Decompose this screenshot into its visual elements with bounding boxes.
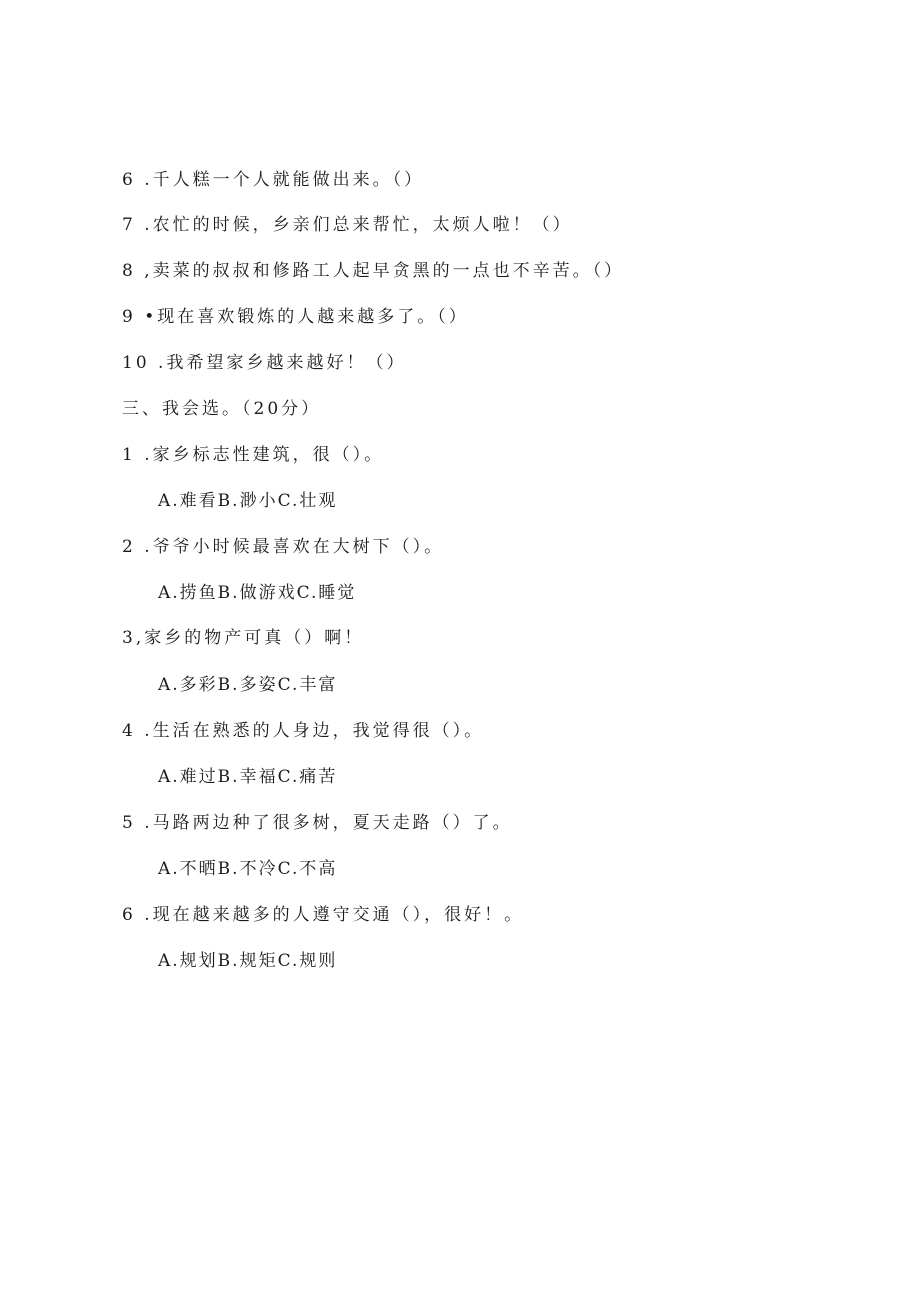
choice-question-2: 2 .爷爷小时候最喜欢在大树下（）。 [122,537,445,557]
choice-options-2: A.捞鱼B.做游戏C.睡觉 [158,583,357,603]
judgment-item-9: 9 •现在喜欢锻炼的人越来越多了。（） [122,307,469,327]
choice-question-1: 1 .家乡标志性建筑，很（）。 [122,445,385,465]
judgment-item-6: 6 .千人糕一个人就能做出来。（） [122,170,425,190]
choice-options-4: A.难过B.幸福C.痛苦 [158,767,338,787]
section-heading: 三、我会选。（20分） [122,399,322,419]
judgment-item-10: 10 .我希望家乡越来越好！（） [122,353,407,373]
judgment-item-8: 8 ,卖菜的叔叔和修路工人起早贪黑的一点也不辛苦。（） [122,261,625,281]
choice-options-1: A.难看B.渺小C.壮观 [158,491,338,511]
choice-options-5: A.不晒B.不冷C.不高 [158,859,338,879]
choice-question-3: 3,家乡的物产可真（）啊！ [122,628,365,648]
choice-options-6: A.规划B.规矩C.规则 [158,951,338,971]
judgment-item-7: 7 .农忙的时候，乡亲们总来帮忙，太烦人啦！（） [122,215,573,235]
choice-question-6: 6 .现在越来越多的人遵守交通（），很好！。 [122,905,525,925]
choice-options-3: A.多彩B.多姿C.丰富 [158,675,338,695]
choice-question-5: 5 .马路两边种了很多树，夏天走路（）了。 [122,813,513,833]
choice-question-4: 4 .生活在熟悉的人身边，我觉得很（）。 [122,721,485,741]
